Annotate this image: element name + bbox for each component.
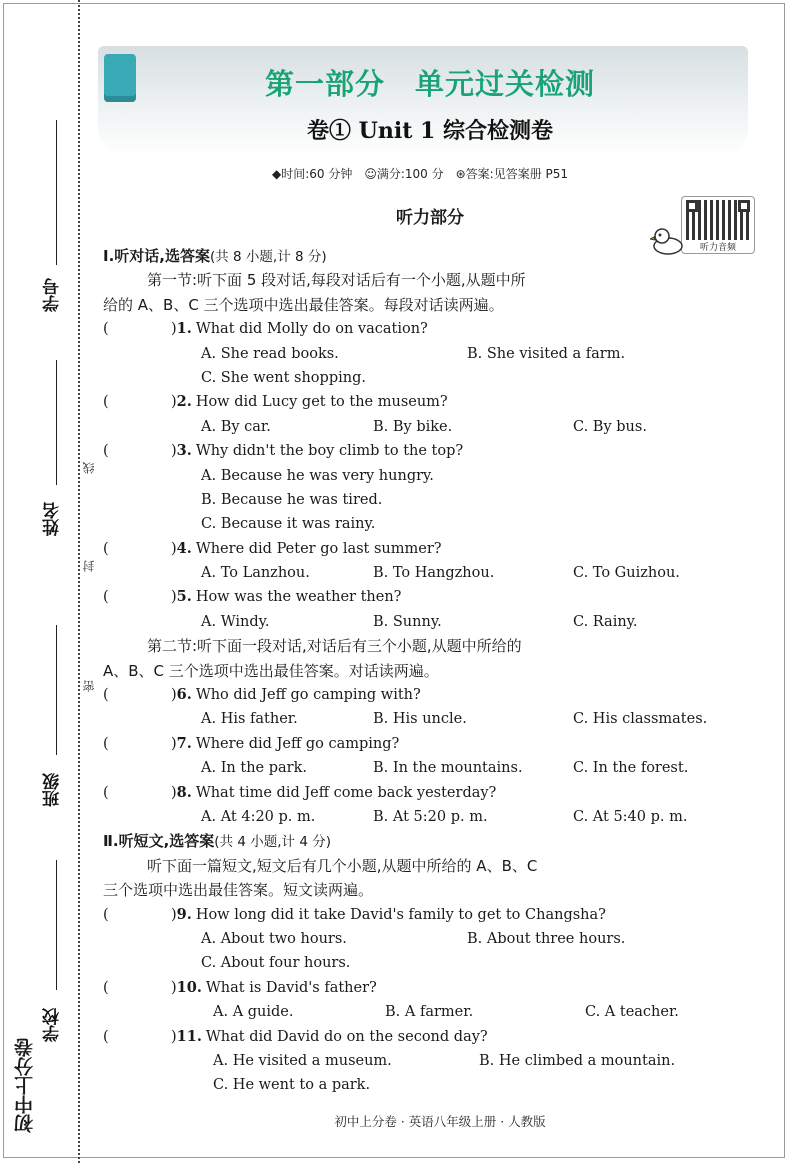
options-row (103, 342, 763, 366)
class-line (56, 625, 57, 755)
answer-option[interactable]: B. Because he was tired. (201, 491, 383, 508)
options-row (103, 707, 763, 731)
question-text: What did Molly do on vacation? (195, 321, 428, 338)
answer-option[interactable]: A. At 4:20 p. m. (201, 808, 316, 825)
options-row (103, 756, 763, 780)
student-id-label: 学号 (43, 278, 63, 312)
answer-paren-open: ( (103, 443, 109, 460)
answer-paren-open: ( (103, 687, 109, 704)
answer-option[interactable]: B. About three hours. (467, 930, 626, 947)
question-number: 5. (176, 588, 192, 606)
instruction-line: 第二节:听下面一段对话,对话后有三个小题,从题中所给的 (147, 637, 522, 656)
options-row (103, 610, 763, 634)
name-label: 姓名 (43, 502, 63, 536)
instruction-line: 第一节:听下面 5 段对话,每段对话后有一个小题,从题中所 (147, 271, 526, 290)
questions-area (103, 244, 763, 1098)
instruction-line: 听下面一篇短文,短文后有几个小题,从题中所给的 A、B、C (147, 856, 538, 875)
question-text: How long did it take David's family to get to Changsha? (195, 906, 606, 923)
question-text: What time did Jeff come back yesterday? (195, 784, 497, 801)
part-heading (103, 244, 763, 268)
question-text: What did David do on the second day? (205, 1028, 488, 1045)
school-line (56, 860, 57, 990)
options-row (103, 366, 763, 390)
banner-tab-icon (104, 54, 136, 102)
cut-mark-seal: 封 (82, 560, 96, 572)
answer-option[interactable]: A. In the park. (201, 760, 307, 777)
options-row (103, 512, 763, 536)
instruction-line: 给的 A、B、C 三个选项中选出最佳答案。每段对话读两遍。 (103, 295, 504, 314)
answer-paren-close: ) (171, 735, 177, 752)
exam-meta: ◆时间:60 分钟 ☺满分:100 分 ⊛答案:见答案册 P51 (271, 167, 569, 181)
question-row (103, 781, 763, 805)
answer-paren-open: ( (103, 540, 109, 557)
options-row (103, 1073, 763, 1097)
part-note: (共 4 小题,计 4 分) (214, 834, 331, 851)
answer-option[interactable]: C. By bus. (573, 418, 647, 435)
answer-option[interactable]: B. To Hangzhou. (373, 565, 495, 582)
question-row (103, 390, 763, 414)
class-label: 班级 (43, 773, 63, 807)
part-title: 听对话,选答案 (114, 247, 210, 265)
instruction-line: 三个选项中选出最佳答案。短文读两遍。 (103, 881, 374, 900)
student-id-line (56, 120, 57, 265)
options-row (103, 927, 763, 951)
question-row (103, 537, 763, 561)
part-roman: Ⅰ. (103, 247, 115, 265)
answer-paren-close: ) (171, 540, 177, 557)
answer-option[interactable]: C. A teacher. (585, 1004, 679, 1021)
qr-code-icon (686, 200, 750, 240)
question-number: 8. (176, 783, 192, 801)
question-text: How was the weather then? (195, 589, 402, 606)
answer-option[interactable]: C. Rainy. (573, 613, 638, 630)
question-number: 6. (176, 686, 192, 704)
school-label: 学校 (43, 1008, 63, 1042)
part-roman: Ⅱ. (103, 832, 119, 851)
question-row (103, 732, 763, 756)
answer-option[interactable]: B. He climbed a mountain. (479, 1052, 676, 1069)
part-note: (共 8 小题,计 8 分) (209, 249, 327, 265)
answer-option[interactable]: A. To Lanzhou. (201, 565, 310, 582)
answer-option[interactable]: A. He visited a museum. (213, 1052, 392, 1069)
answer-option[interactable]: C. Because it was rainy. (201, 516, 376, 533)
section-title: 听力部分 (396, 208, 464, 228)
question-row (103, 903, 763, 927)
answer-option[interactable]: A. A guide. (213, 1004, 294, 1021)
question-text: Who did Jeff go camping with? (195, 687, 421, 704)
answer-paren-open: ( (103, 906, 109, 923)
answer-paren-close: ) (171, 1028, 177, 1045)
part-title: 听短文,选答案 (118, 832, 215, 851)
question-text: How did Lucy get to the museum? (195, 394, 448, 411)
answer-paren-open: ( (103, 394, 109, 411)
answer-option[interactable]: C. At 5:40 p. m. (573, 808, 688, 825)
answer-option[interactable]: A. About two hours. (201, 930, 347, 947)
answer-paren-close: ) (171, 589, 177, 606)
answer-paren-close: ) (171, 784, 177, 801)
answer-option[interactable]: C. In the forest. (573, 760, 689, 777)
options-row (103, 488, 763, 512)
question-row (103, 683, 763, 707)
answer-option[interactable]: A. She read books. (201, 345, 339, 362)
answer-option[interactable]: C. His classmates. (573, 711, 708, 728)
answer-option[interactable]: B. In the mountains. (373, 760, 523, 777)
answer-paren-close: ) (171, 906, 177, 923)
question-number: 2. (176, 393, 192, 411)
answer-option[interactable]: A. Windy. (201, 613, 270, 630)
question-text: Why didn't the boy climb to the top? (195, 443, 464, 460)
answer-option[interactable]: B. His uncle. (373, 711, 467, 728)
answer-paren-close: ) (171, 687, 177, 704)
brand-logo: 初中上分卷 (14, 1038, 36, 1133)
binding-dotted-line (78, 0, 80, 1163)
answer-option[interactable]: C. To Guizhou. (573, 565, 680, 582)
options-row (103, 415, 763, 439)
question-number: 7. (176, 734, 192, 752)
paper-subtitle: 卷① Unit 1 综合检测卷 (307, 118, 553, 144)
answer-paren-close: ) (171, 321, 177, 338)
options-row (103, 1049, 763, 1073)
question-number: 3. (176, 442, 192, 460)
question-row (103, 976, 763, 1000)
answer-option[interactable]: B. She visited a farm. (467, 345, 626, 362)
options-row (103, 1000, 763, 1024)
answer-paren-open: ( (103, 784, 109, 801)
answer-option[interactable]: C. She went shopping. (201, 369, 366, 386)
name-line (56, 360, 57, 485)
question-number: 1. (176, 320, 192, 338)
question-number: 10. (176, 978, 202, 996)
question-number: 4. (176, 539, 192, 557)
cut-mark-line: 线 (82, 462, 96, 474)
answer-paren-open: ( (103, 589, 109, 606)
answer-paren-close: ) (171, 979, 177, 996)
answer-option[interactable]: B. By bike. (373, 418, 453, 435)
answer-paren-open: ( (103, 1028, 109, 1045)
options-row (103, 561, 763, 585)
page-footer: 初中上分卷 · 英语八年级上册 · 人教版 (334, 1114, 546, 1129)
answer-paren-open: ( (103, 321, 109, 338)
question-row (103, 585, 763, 609)
answer-option[interactable]: C. About four hours. (201, 955, 351, 972)
page-title: 第一部分 单元过关检测 (264, 67, 595, 101)
answer-option[interactable]: B. A farmer. (385, 1004, 474, 1021)
question-text: Where did Jeff go camping? (195, 735, 400, 752)
instruction-line: A、B、C 三个选项中选出最佳答案。对话读两遍。 (103, 661, 439, 680)
question-row (103, 439, 763, 463)
answer-option[interactable]: A. His father. (201, 711, 298, 728)
part-heading (103, 829, 763, 853)
question-number: 9. (176, 905, 192, 923)
cut-mark-secret: 密 (82, 680, 96, 692)
answer-option[interactable]: A. By car. (201, 418, 271, 435)
answer-option[interactable]: B. At 5:20 p. m. (373, 808, 488, 825)
question-row (103, 1025, 763, 1049)
answer-paren-close: ) (171, 394, 177, 411)
question-row (103, 317, 763, 341)
answer-paren-close: ) (171, 443, 177, 460)
options-row (103, 805, 763, 829)
qr-caption: 听力音频 (699, 243, 736, 253)
options-row (103, 951, 763, 975)
question-text: Where did Peter go last summer? (195, 540, 442, 557)
options-row (103, 464, 763, 488)
question-number: 11. (176, 1027, 202, 1045)
answer-option[interactable]: B. Sunny. (373, 613, 442, 630)
answer-option[interactable]: C. He went to a park. (213, 1077, 371, 1094)
question-text: What is David's father? (205, 979, 377, 996)
answer-paren-open: ( (103, 735, 109, 752)
answer-paren-open: ( (103, 979, 109, 996)
answer-option[interactable]: A. Because he was very hungry. (201, 467, 434, 484)
